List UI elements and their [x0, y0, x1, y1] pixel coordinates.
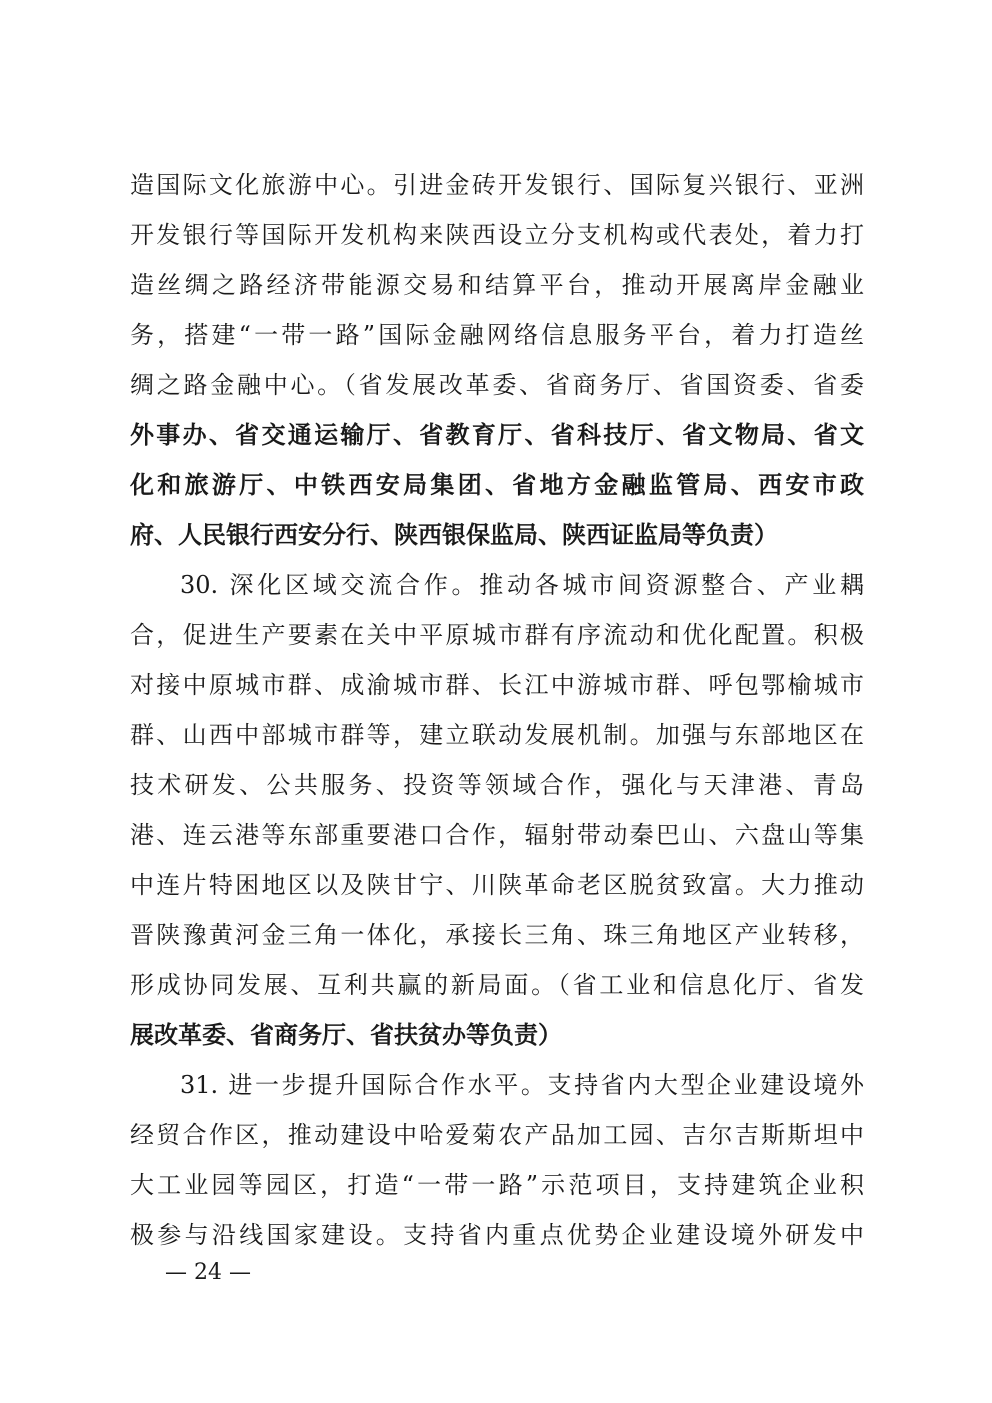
paragraph-line: 形成协同发展、互利共赢的新局面。（省工业和信息化厅、省发 [130, 971, 864, 999]
paragraph-line: 晋陕豫黄河金三角一体化，承接长三角、珠三角地区产业转移， [130, 921, 864, 949]
section-31-heading-line: 31. 进一步提升国际合作水平。支持省内大型企业建设境外 [180, 1071, 864, 1099]
paragraph-line: 绸之路金融中心。（省发展改革委、省商务厅、省国资委、省委 [130, 371, 864, 399]
paragraph-line: 合，促进生产要素在关中平原城市群有序流动和优化配置。积极 [130, 621, 864, 649]
responsible-units-line: 展改革委、省商务厅、省扶贫办等负责） [130, 1020, 562, 1049]
paragraph-line: 港、连云港等东部重要港口合作，辐射带动秦巴山、六盘山等集 [130, 821, 864, 849]
paragraph-line: 开发银行等国际开发机构来陕西设立分支机构或代表处，着力打 [130, 221, 864, 249]
responsible-units-line: 府、人民银行西安分行、陕西银保监局、陕西证监局等负责） [130, 520, 778, 549]
page-number: — 24 — [165, 1260, 251, 1285]
section-30-heading-line: 30. 深化区域交流合作。推动各城市间资源整合、产业耦 [180, 571, 864, 599]
paragraph-line: 技术研发、公共服务、投资等领域合作，强化与天津港、青岛 [130, 771, 864, 799]
paragraph-line: 群、山西中部城市群等，建立联动发展机制。加强与东部地区在 [130, 721, 864, 749]
responsible-units-line: 外事办、省交通运输厅、省教育厅、省科技厅、省文物局、省文 [130, 420, 864, 449]
responsible-units-line: 化和旅游厅、中铁西安局集团、省地方金融监管局、西安市政 [130, 470, 864, 499]
paragraph-line: 经贸合作区，推动建设中哈爱菊农产品加工园、吉尔吉斯斯坦中 [130, 1121, 864, 1149]
paragraph-line: 对接中原城市群、成渝城市群、长江中游城市群、呼包鄂榆城市 [130, 671, 864, 699]
paragraph-line: 极参与沿线国家建设。支持省内重点优势企业建设境外研发中 [130, 1221, 864, 1249]
paragraph-line: 中连片特困地区以及陕甘宁、川陕革命老区脱贫致富。大力推动 [130, 871, 864, 899]
paragraph-line: 造丝绸之路经济带能源交易和结算平台，推动开展离岸金融业 [130, 271, 864, 299]
paragraph-line: 务，搭建“一带一路”国际金融网络信息服务平台，着力打造丝 [130, 321, 864, 349]
paragraph-line: 造国际文化旅游中心。引进金砖开发银行、国际复兴银行、亚洲 [130, 171, 864, 199]
paragraph-line: 大工业园等园区，打造“一带一路”示范项目，支持建筑企业积 [130, 1171, 864, 1199]
